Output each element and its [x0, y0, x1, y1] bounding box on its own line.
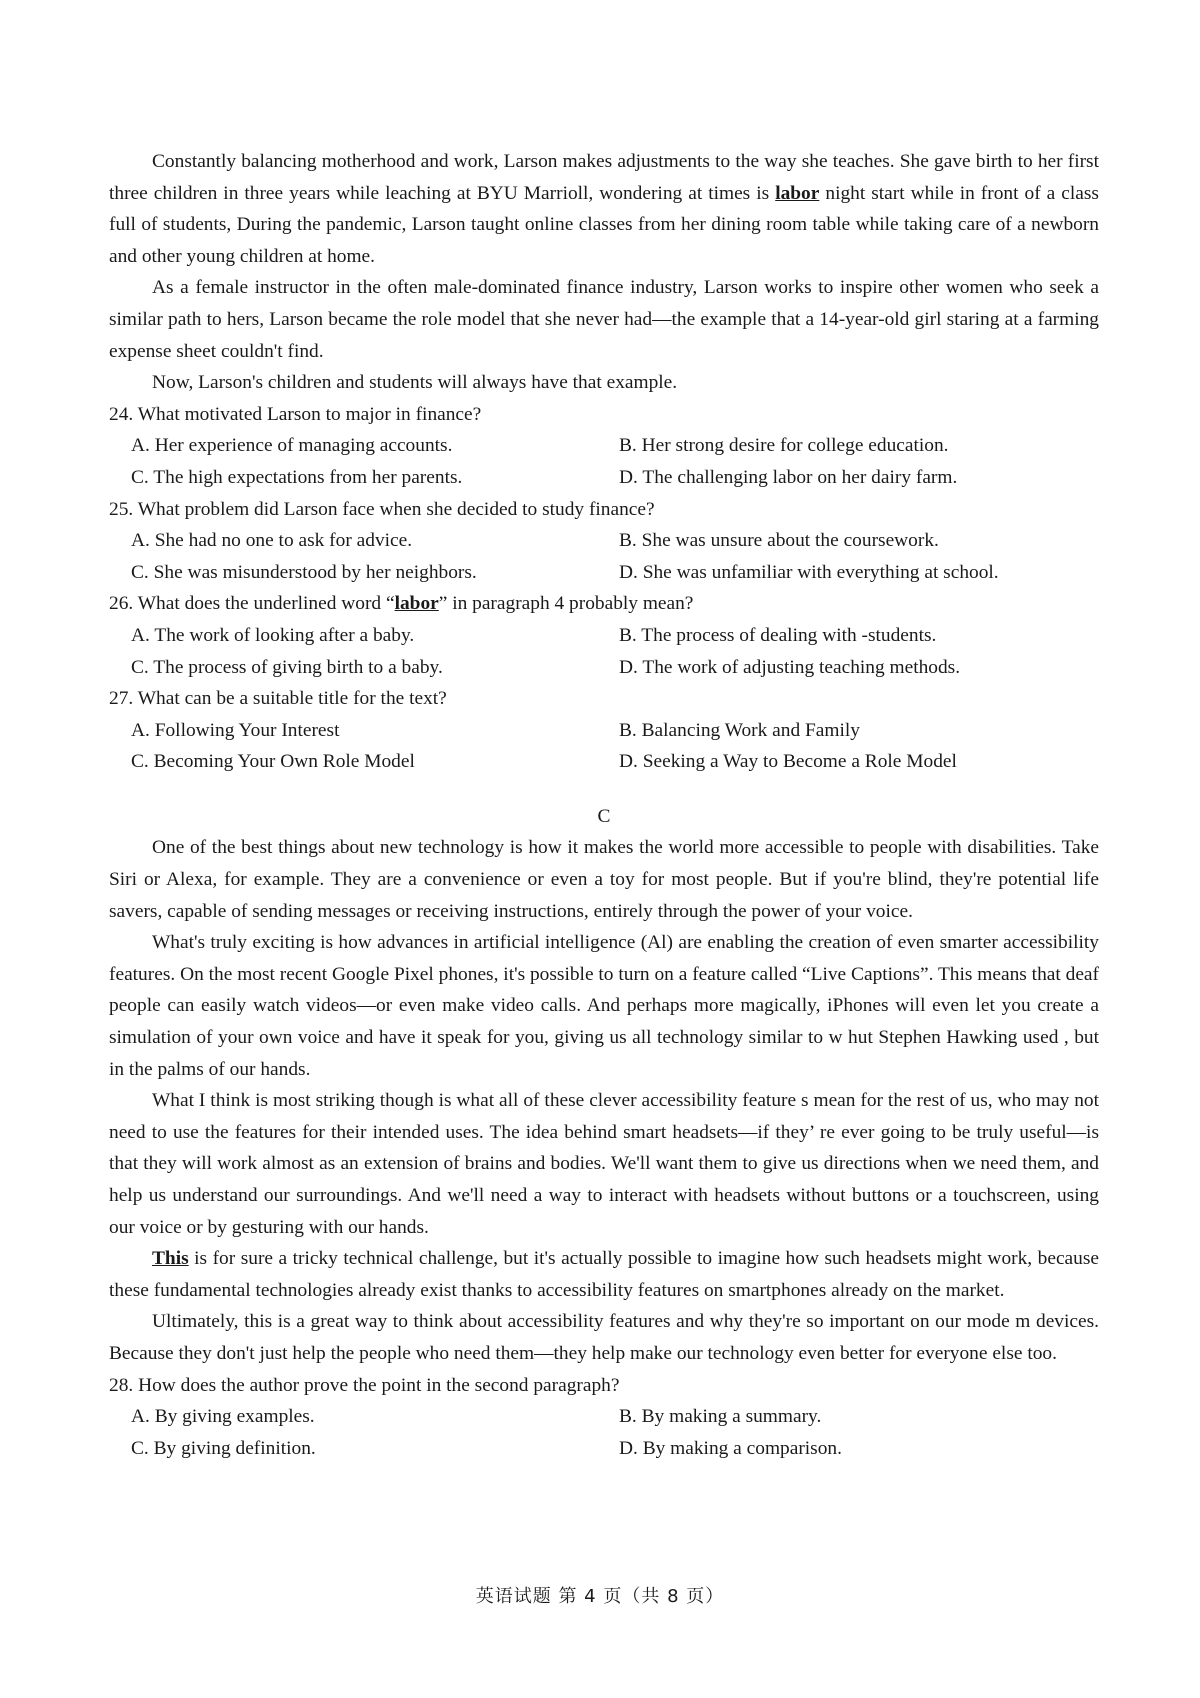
option-a: A. The work of looking after a baby.: [131, 624, 415, 646]
passage-c-paragraph-1: One of the best things about new technology is how it makes the world more accessible to people with disabilities. Take Siri or Alexa, for example. They are a convenience or even a toy for most people. But if you're blind, they're potential life savers, capable of sending messages or receiving instructions, entirely through the power of your voice.: [109, 837, 1099, 922]
underlined-word-this: This: [152, 1248, 189, 1270]
option-c: C. She was misunderstood by her neighbors.: [131, 561, 477, 583]
question-28-options: [109, 1401, 1099, 1464]
paragraph-text: is for sure a tricky technical challenge, but it's actually possible to imagine how such headsets might work, because these fundamental technologies already exist thanks to accessibility features on smartphones already on the market.: [109, 1248, 1099, 1301]
passage-b-paragraph-2: As a female instructor in the often male-dominated finance industry, Larson works to inspire other women who seek a similar path to hers, Larson became the role model that she never had—the example that a 14-year-old girl staring at a farming expense sheet couldn't find.: [109, 277, 1099, 362]
question-25-stem: 25. What problem did Larson face when she decided to study finance?: [109, 498, 655, 520]
option-c: C. Becoming Your Own Role Model: [131, 751, 415, 773]
page-content: [109, 146, 1099, 1464]
question-24-options: [109, 430, 1099, 493]
option-b: B. Balancing Work and Family: [619, 719, 860, 741]
option-c: C. By giving definition.: [131, 1437, 316, 1459]
option-d: D. By making a comparison.: [619, 1437, 842, 1459]
option-d: D. The work of adjusting teaching methods.: [619, 656, 961, 678]
question-25-options: [109, 525, 1099, 588]
section-c-heading: C: [597, 805, 611, 827]
passage-c-paragraph-2: What's truly exciting is how advances in artificial intelligence (Al) are enabling the creation of even smarter accessibility features. On the most recent Google Pixel phones, it's possible to turn on a feature called “Live Captions”. This means that deaf people can easily watch videos—or even make video calls. And perhaps more magically, iPhones will even let you create a simulation of your own voice and have it speak for you, giving us all technology similar to w hut Stephen Hawking used , but in the palms of our hands.: [109, 932, 1099, 1080]
option-a: A. Her experience of managing accounts.: [131, 435, 453, 457]
option-a: A. She had no one to ask for advice.: [131, 530, 413, 552]
question-text: 26. What does the underlined word “: [109, 593, 395, 615]
option-a: A. By giving examples.: [131, 1406, 315, 1428]
question-27-options: [109, 715, 1099, 778]
passage-b-paragraph-3: Now, Larson's children and students will always have that example.: [152, 372, 678, 394]
paragraph-text: night start while in front of a class full of students, During the pandemic, Larson taught online classes from her dining room table while taking care of a newborn and other young children at home.: [109, 182, 1099, 267]
paragraph-text: Constantly balancing motherhood and work, Larson makes adjustments to the way she teaches. She gave birth to her first three children in three years while leaching at BYU Marrioll, wondering at times is: [109, 151, 1099, 204]
underlined-word-labor: labor: [394, 593, 439, 615]
question-24-stem: 24. What motivated Larson to major in finance?: [109, 403, 482, 425]
option-a: A. Following Your Interest: [131, 719, 340, 741]
underlined-word-labor: labor: [775, 182, 820, 204]
question-27-stem: 27. What can be a suitable title for the text?: [109, 688, 447, 710]
passage-c-paragraph-5: Ultimately, this is a great way to think about accessibility features and why they're so important on our mode m devices. Because they don't just help the people who need them—they help make our technology even better for everyone else too.: [109, 1311, 1099, 1364]
option-d: D. She was unfamiliar with everything at school.: [619, 561, 999, 583]
page-footer: 英语试题 第 4 页（共 8 页）: [475, 1586, 725, 1607]
question-28-stem: 28. How does the author prove the point in the second paragraph?: [109, 1374, 620, 1396]
option-b: B. The process of dealing with -students.: [619, 624, 937, 646]
question-26-options: [109, 620, 1099, 683]
option-b: B. By making a summary.: [619, 1406, 822, 1428]
option-c: C. The high expectations from her parents.: [131, 466, 463, 488]
passage-c-paragraph-3: What I think is most striking though is what all of these clever accessibility feature s mean for the rest of us, who may not need to use the features for their intended uses. The idea behind smart headsets—if they’ re ever going to be truly useful—is that they will work almost as an extension of brains and bodies. We'll want them to give us directions when we need them, and help us understand our surroundings. And we'll need a way to interact with headsets without buttons or a touchscreen, using our voice or by gesturing with our hands.: [109, 1090, 1099, 1238]
option-c: C. The process of giving birth to a baby.: [131, 656, 443, 678]
option-d: D. Seeking a Way to Become a Role Model: [619, 751, 957, 773]
option-b: B. She was unsure about the coursework.: [619, 530, 939, 552]
question-26-stem: [109, 588, 1099, 620]
question-text: ” in paragraph 4 probably mean?: [438, 593, 694, 615]
passage-b-paragraph-1: [109, 146, 1099, 272]
option-d: D. The challenging labor on her dairy farm.: [619, 466, 958, 488]
passage-c-paragraph-4: [109, 1243, 1099, 1306]
option-b: B. Her strong desire for college education.: [619, 435, 949, 457]
